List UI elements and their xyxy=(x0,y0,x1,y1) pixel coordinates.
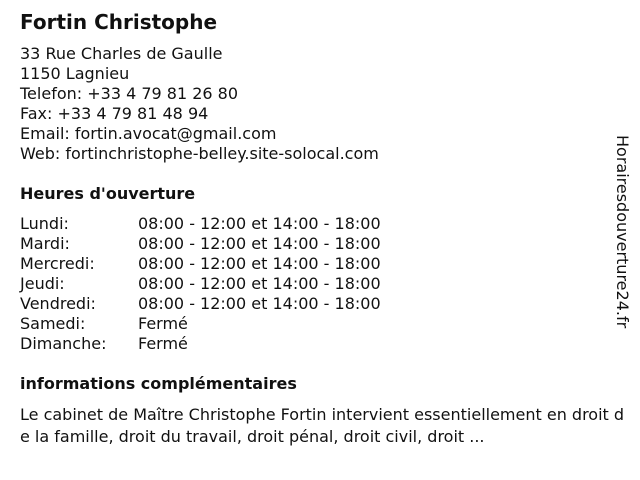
description-text: Le cabinet de Maître Christophe Fortin intervient essentiellement en droit de la famille, droit du travail, droit pénal, droit civil, droit ... xyxy=(20,405,625,446)
hours-time: 08:00 - 12:00 et 14:00 - 18:00 xyxy=(138,234,381,253)
hours-day: Samedi: xyxy=(20,314,86,333)
hours-time: Fermé xyxy=(138,334,188,353)
hours-day: Vendredi: xyxy=(20,294,96,313)
hours-time: Fermé xyxy=(138,314,188,333)
hours-time: 08:00 - 12:00 et 14:00 - 18:00 xyxy=(138,274,381,293)
hours-day: Lundi: xyxy=(20,214,69,233)
opening-hours-heading: Heures d'ouverture xyxy=(20,184,196,203)
email-address: Email: fortin.avocat@gmail.com xyxy=(20,124,277,143)
page-title: Fortin Christophe xyxy=(20,10,218,34)
hours-day: Dimanche: xyxy=(20,334,107,353)
website-address: Web: fortinchristophe-belley.site-solocal.com xyxy=(20,144,379,163)
phone-number: Telefon: +33 4 79 81 26 80 xyxy=(20,84,239,103)
fax-number: Fax: +33 4 79 81 48 94 xyxy=(20,104,209,123)
address-city: 1150 Lagnieu xyxy=(20,64,130,83)
hours-time: 08:00 - 12:00 et 14:00 - 18:00 xyxy=(138,254,381,273)
hours-time: 08:00 - 12:00 et 14:00 - 18:00 xyxy=(138,214,381,233)
hours-time: 08:00 - 12:00 et 14:00 - 18:00 xyxy=(138,294,381,313)
hours-day: Mercredi: xyxy=(20,254,95,273)
address-street: 33 Rue Charles de Gaulle xyxy=(20,44,223,63)
hours-day: Mardi: xyxy=(20,234,70,253)
contact-block xyxy=(20,44,379,164)
hours-day: Jeudi: xyxy=(20,274,65,293)
site-watermark: Horairesdouverture24.fr xyxy=(613,135,632,329)
additional-info-heading: informations complémentaires xyxy=(20,374,297,393)
